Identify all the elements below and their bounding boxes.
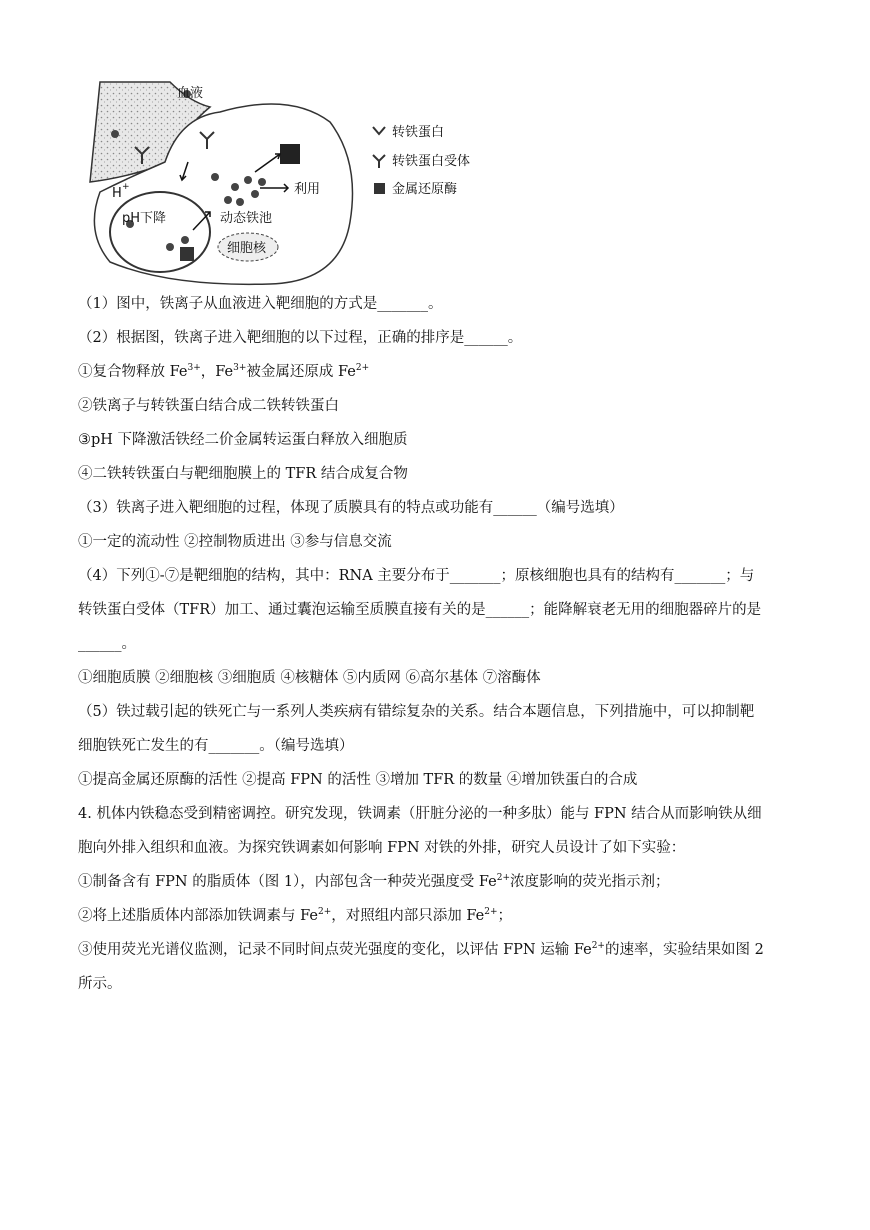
transferrin-receptor-icon xyxy=(373,155,385,168)
q3-options: ①一定的流动性 ②控制物质进出 ③参与信息交流 xyxy=(78,534,392,550)
q5-options: ①提高金属还原酶的活性 ②提高 FPN 的活性 ③增加 TFR 的数量 ④增加铁蛋白的合成 xyxy=(78,772,638,788)
label-blood: 血液 xyxy=(177,86,204,101)
step-1: ①制备含有 FPN 的脂质体（图 1），内部包含一种荧光强度受 $Fe^{2+}$浓度影响的荧光指示剂； xyxy=(78,873,670,890)
legend-label-reductase: 金属还原酶 xyxy=(392,182,458,197)
label-dynamic-pool: 动态铁池 xyxy=(220,211,273,226)
metal-reductase-icon xyxy=(374,183,385,194)
legend-label-transferrin: 转铁蛋白 xyxy=(392,125,445,140)
question-5-line-2: 细胞铁死亡发生的有_______。（编号选填） xyxy=(78,738,354,754)
question-5-line-1: （5）铁过载引起的铁死亡与一系列人类疾病有错综复杂的关系。结合本题信息，下列措施中，可以抑制靶 xyxy=(78,704,755,720)
label-h-sup: + xyxy=(122,182,130,192)
metal-reductase-shape xyxy=(180,247,194,261)
step-2: ②将上述脂质体内部添加铁调素与 $Fe^{2+}$，对照组内部只添加 $Fe^{2+}$； xyxy=(78,907,512,924)
transferrin-icon xyxy=(373,127,385,134)
step-3: ③使用荧光光谱仪监测，记录不同时间点荧光强度的变化，以评估 FPN 运输 $Fe^{2+}$的速率，实验结果如图 2 xyxy=(78,941,764,958)
problem-4-line-2: 胞向外排入组织和血液。为探究铁调素如何影响 FPN 对铁的外排，研究人员设计了如下实验： xyxy=(78,840,686,856)
question-2: （2）根据图，铁离子进入靶细胞的以下过程，正确的排序是______。 xyxy=(78,330,523,346)
q4-options: ①细胞质膜 ②细胞核 ③细胞质 ④核糖体 ⑤内质网 ⑥高尔基体 ⑦溶酶体 xyxy=(78,670,541,686)
iron-uptake-diagram xyxy=(70,62,500,292)
question-3: （3）铁离子进入靶细胞的过程，体现了质膜具有的特点或功能有______（编号选填） xyxy=(78,500,624,516)
question-1: （1）图中，铁离子从血液进入靶细胞的方式是_______。 xyxy=(78,296,443,312)
question-4-line-1: （4）下列①-⑦是靶细胞的结构，其中：RNA 主要分布于_______；原核细胞也具有的结构有_______；与 xyxy=(78,568,755,584)
legend-label-receptor: 转铁蛋白受体 xyxy=(392,154,471,169)
label-ph-drop: pH下降 xyxy=(122,211,167,226)
label-nucleus: 细胞核 xyxy=(227,241,267,256)
problem-4-line-1: 4. 机体内铁稳态受到精密调控。研究发现，铁调素（肝脏分泌的一种多肽）能与 FPN 结合从而影响铁从细 xyxy=(78,806,762,822)
endosome xyxy=(110,192,210,272)
ferritin-shape xyxy=(280,144,300,164)
question-4-line-3: ______。 xyxy=(78,636,136,652)
q2-item-3: ③pH 下降激活铁经二价金属转运蛋白释放入细胞质 xyxy=(78,432,408,448)
q2-item-1: ①复合物释放 $Fe^{3+}$，$Fe^{3+}$被金属还原成 $Fe^{2+}$ xyxy=(78,363,370,380)
question-4-line-2: 转铁蛋白受体（TFR）加工、通过囊泡运输至质膜直接有关的是______；能降解衰老无用的细胞器碎片的是 xyxy=(78,602,762,618)
label-use: 利用 xyxy=(294,182,321,197)
q2-item-2: ②铁离子与转铁蛋白结合成二铁转铁蛋白 xyxy=(78,398,339,414)
label-h-ion: H xyxy=(112,186,122,201)
legend xyxy=(373,124,470,197)
q2-item-4: ④二铁转铁蛋白与靶细胞膜上的 TFR 结合成复合物 xyxy=(78,466,408,482)
step-3-continued: 所示。 xyxy=(78,976,122,992)
